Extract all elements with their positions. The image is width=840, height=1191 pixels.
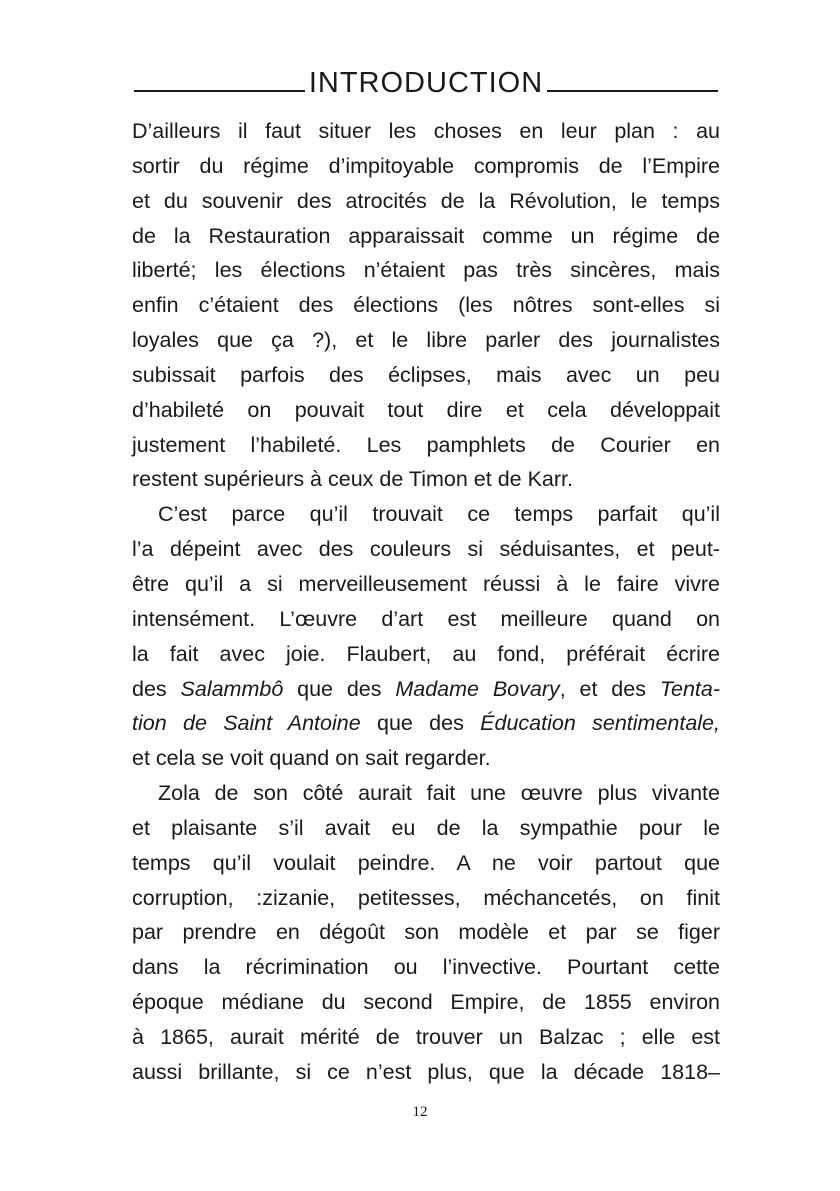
- text-line: et du souvenir des atrocités de la Révolution, le temps: [132, 188, 720, 213]
- running-header: [134, 62, 718, 98]
- text-line: justement l’habileté. Les pamphlets de Courier en: [132, 432, 720, 457]
- text-line: époque médiane du second Empire, de 1855 environ: [132, 990, 720, 1015]
- text-line: par prendre en dégoût son modèle et par se figer: [132, 920, 720, 945]
- text-line: et cela se voit quand on sait regarder.: [132, 746, 491, 771]
- title-madame-bovary: Madame Bovary: [395, 676, 560, 701]
- title-education-sentimentale: Éducation sentimentale,: [480, 711, 720, 736]
- text-line: temps qu’il voulait peindre. A ne voir partout que: [132, 850, 720, 875]
- text-line: C’est parce qu’il trouvait ce temps parfait qu’il: [158, 502, 720, 527]
- text-line: D’ailleurs il faut situer les choses en leur plan : au: [132, 119, 720, 143]
- text-line: la fait avec joie. Flaubert, au fond, préférait écrire: [132, 641, 720, 666]
- header-rule-left: [134, 90, 305, 92]
- text-run: des: [132, 676, 181, 701]
- text-line: loyales que ça ?), et le libre parler des journalistes: [132, 328, 720, 353]
- text-line: enfin c’étaient des élections (les nôtres sont-elles si: [132, 293, 720, 318]
- page-number: 12: [412, 1104, 428, 1120]
- title-salammbo: Salammbô: [180, 676, 284, 701]
- text-line: de la Restauration apparaissait comme un régime de: [132, 223, 720, 248]
- title-saint-antoine: tion de Saint Antoine: [132, 711, 361, 736]
- text-line: subissait parfois des éclipses, mais avec un peu: [132, 362, 720, 387]
- text-line: [132, 706, 720, 741]
- text-line: aussi brillante, si ce n’est plus, que la décade 1818–: [132, 1059, 720, 1084]
- text-run: que des: [360, 711, 481, 736]
- text-line: et plaisante s’il avait eu de la sympathie pour le: [132, 815, 720, 840]
- text-line: Zola de son côté aurait fait une œuvre plus vivante: [158, 781, 720, 806]
- text-line: d’habileté on pouvait tout dire et cela développait: [132, 397, 720, 422]
- title-tentation: Tenta-: [659, 676, 720, 701]
- text-line: dans la récrimination ou l’invective. Pourtant cette: [132, 955, 720, 980]
- text-line: être qu’il a si merveilleusement réussi à le faire vivre: [132, 571, 720, 596]
- text-line: restent supérieurs à ceux de Timon et de Karr.: [132, 467, 573, 492]
- text-line: corruption, :zizanie, petitesses, méchancetés, on finit: [132, 885, 720, 910]
- text-run: que des: [283, 676, 396, 701]
- text-line: à 1865, aurait mérité de trouver un Balzac ; elle est: [132, 1024, 720, 1049]
- body-text: [132, 114, 720, 1090]
- header-title: INTRODUCTION: [308, 67, 544, 99]
- text-line: sortir du régime d’impitoyable compromis de l’Empire: [132, 153, 720, 178]
- header-rule-right: [547, 90, 718, 92]
- text-line: liberté; les élections n’étaient pas très sincères, mais: [132, 258, 720, 283]
- text-line: intensément. L’œuvre d’art est meilleure quand on: [132, 606, 720, 631]
- text-line: [132, 672, 720, 707]
- text-line: l’a dépeint avec des couleurs si séduisantes, et peut-: [132, 537, 720, 562]
- text-run: , et des: [559, 676, 660, 701]
